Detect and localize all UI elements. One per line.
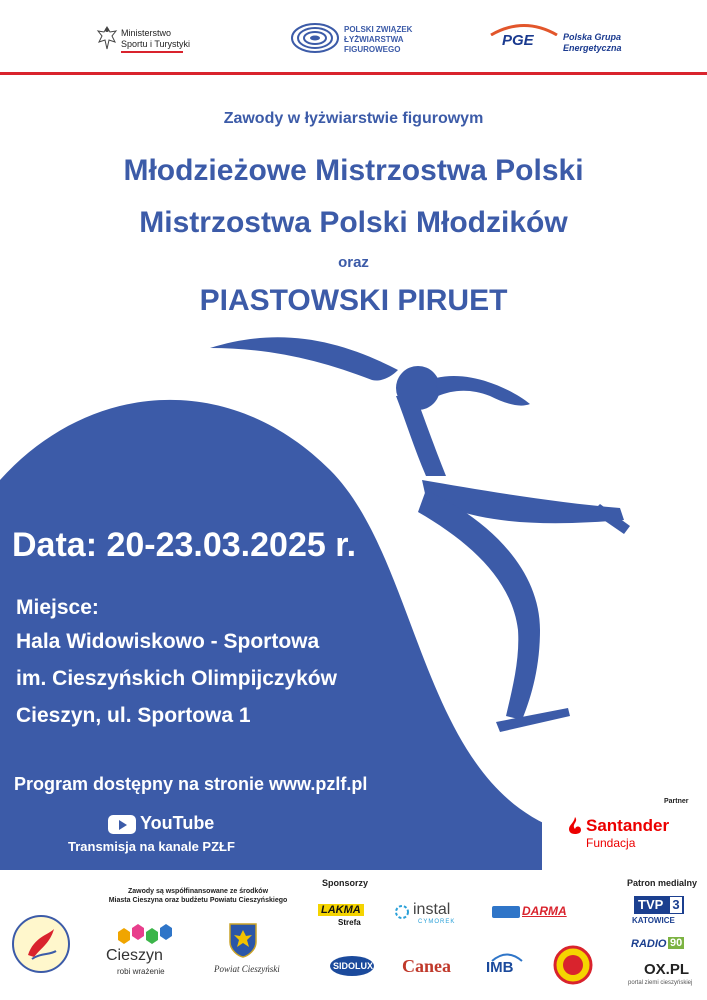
sponsor-band	[0, 872, 707, 1000]
santander-flame-icon	[566, 816, 584, 834]
cieszyn-sub: robi wrażenie	[117, 967, 165, 976]
title-line-2: Mistrzostwa Polski Młodzików	[139, 206, 568, 239]
ox-logo: OX.PL	[644, 961, 690, 978]
pzlf-name-line2: ŁYŻWIARSTWA	[344, 35, 404, 44]
powiat-name: Powiat Cieszyński	[214, 964, 280, 974]
tvp-text: TVP	[638, 897, 664, 912]
club-logo-icon	[12, 915, 70, 973]
tvp3-logo-box	[634, 896, 684, 914]
instal-sub: CYMOREK	[418, 919, 456, 925]
ox-sub: portal ziemi cieszyńskiej	[628, 980, 693, 986]
instal-star-icon	[394, 904, 410, 920]
place-line-1: Hala Widowiskowo - Sportowa	[16, 630, 320, 653]
youtube-play-icon[interactable]	[108, 815, 136, 834]
place-label: Miejsce:	[16, 596, 99, 619]
title-line-1: Młodzieżowe Mistrzostwa Polski	[123, 154, 584, 187]
darma-badge-icon	[492, 906, 520, 918]
radio-logo: RADIO	[631, 938, 667, 950]
title-line-3: PIASTOWSKI PIRUET	[199, 284, 508, 317]
ministry-name-line2: Sportu i Turystyki	[121, 39, 191, 49]
instal-logo: instal	[413, 901, 451, 918]
ministry-name-line1: Ministerstwo	[121, 28, 172, 38]
radio-number: 90	[670, 937, 683, 949]
partner-label: Partner	[664, 798, 689, 805]
santander-sub: Fundacja	[586, 836, 636, 850]
stream-info: Transmisja na kanale PZŁF	[68, 839, 235, 854]
lakma-sub: Strefa	[338, 918, 361, 927]
santander-name: Santander	[586, 816, 670, 835]
bakery-seal-icon	[553, 945, 593, 985]
media-patron-label: Patron medialny	[627, 878, 698, 888]
event-date: Data: 20-23.03.2025 r.	[12, 526, 357, 564]
imb-logo: IMB	[486, 959, 514, 976]
pge-logo-text: PGE	[502, 32, 534, 49]
tvp-city: KATOWICE	[632, 916, 675, 925]
tvp-number: 3	[670, 897, 682, 913]
cofinance-line1: Zawody są współfinansowane ze środków	[127, 888, 269, 895]
pge-name-line1: Polska Grupa	[563, 32, 622, 42]
place-line-2: im. Cieszyńskich Olimpijczyków	[16, 667, 337, 690]
powiat-crest-icon	[228, 922, 258, 958]
canea-logo: Canea	[402, 956, 451, 976]
cofinance-line2: Miasta Cieszyna oraz budżetu Powiatu Cieszyńskiego	[108, 897, 288, 904]
darma-logo: DARMA	[522, 904, 567, 918]
sponsors-label: Sponsorzy	[322, 878, 369, 888]
title-oraz: oraz	[338, 254, 369, 271]
pzlf-name-line3: FIGUROWEGO	[344, 45, 401, 54]
youtube-wordmark[interactable]: YouTube	[140, 813, 215, 833]
place-line-3: Cieszyn, ul. Sportowa 1	[16, 704, 251, 727]
pzlf-name-line1: POLSKI ZWIĄZEK	[344, 25, 413, 34]
partner-box	[542, 792, 707, 872]
cieszyn-hexagons-icon	[112, 922, 176, 948]
program-link-text[interactable]: Program dostępny na stronie www.pzlf.pl	[14, 774, 368, 794]
lakma-logo: LAKMA	[318, 904, 364, 916]
sidolux-logo: SIDOLUX	[333, 961, 374, 971]
pge-name-line2: Energetyczna	[563, 43, 622, 53]
cieszyn-name: Cieszyn	[106, 947, 163, 964]
event-subtitle: Zawody w łyżwiarstwie figurowym	[223, 110, 484, 127]
